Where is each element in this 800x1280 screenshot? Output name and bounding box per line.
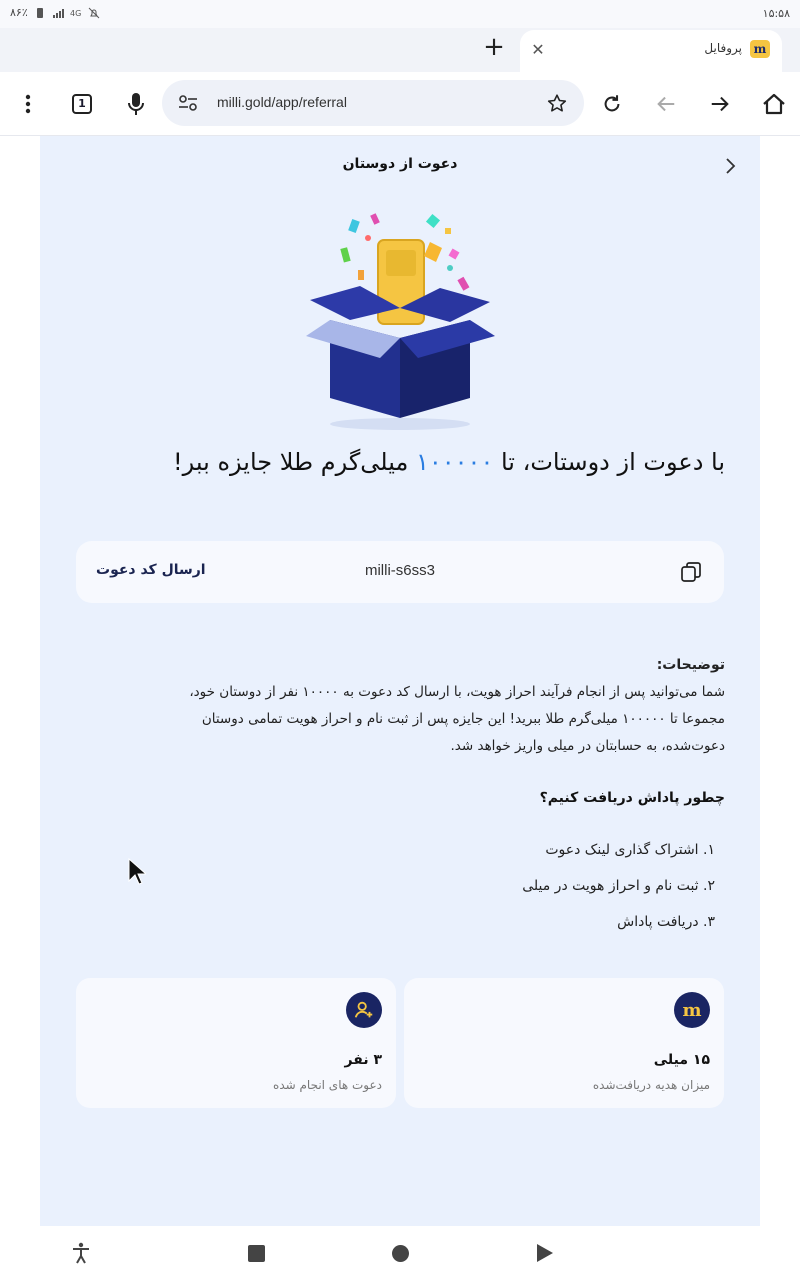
invite-code-card — [76, 541, 724, 603]
close-tab-icon[interactable]: ✕ — [531, 40, 545, 59]
status-time: ۱۵:۵۸ — [762, 7, 790, 20]
menu-icon[interactable] — [12, 88, 44, 120]
referral-page — [40, 136, 760, 1226]
invites-count-value: ۳ نفر — [344, 1052, 382, 1068]
system-nav-bar — [0, 1226, 800, 1280]
headline-suffix: میلی‌گرم طلا جایزه ببر! — [173, 448, 416, 476]
tab-profile[interactable] — [520, 30, 782, 72]
network-4g-icon — [70, 7, 82, 19]
how-to-reward-title: چطور پاداش دریافت کنیم؟ — [539, 790, 725, 806]
description-title: توضیحات: — [656, 657, 725, 673]
battery-level: ۸۶٪ — [10, 6, 28, 19]
address-bar[interactable] — [162, 80, 584, 126]
notifications-off-icon — [88, 7, 100, 19]
status-bar — [0, 0, 800, 28]
received-reward-value: ۱۵ میلی — [653, 1052, 710, 1068]
recents-icon[interactable] — [245, 1242, 267, 1264]
received-reward-card — [404, 978, 724, 1108]
send-invite-code-button[interactable]: ارسال کد دعوت — [96, 562, 206, 578]
received-reward-label: میزان هدیه دریافت‌شده — [592, 1078, 710, 1092]
back-nav-icon[interactable] — [534, 1242, 556, 1264]
tab-title: پروفایل — [704, 41, 742, 55]
tab-strip — [0, 28, 800, 72]
description-line-3: دعوت‌شده، به حسابتان در میلی واریز خواهد شد. — [450, 738, 725, 754]
bookmark-star-icon[interactable] — [546, 93, 568, 114]
url-text: milli.gold/app/referral — [217, 94, 347, 110]
description-line-2: مجموعا تا ۱۰۰۰۰۰ میلی‌گرم طلا ببرید! این جایزه پس از ثبت نام و احراز هویت تمامی دوستان — [201, 711, 725, 727]
step-item: ۲. ثبت نام و احراز هویت در میلی — [522, 878, 715, 894]
prize-amount: ۱۰۰۰۰۰ — [415, 448, 494, 476]
microphone-icon[interactable] — [120, 88, 152, 120]
reload-icon[interactable] — [596, 88, 628, 120]
step-item: ۳. دریافت پاداش — [617, 914, 715, 930]
favicon-icon: m — [750, 40, 770, 58]
chevron-right-icon[interactable] — [720, 156, 740, 176]
milli-logo-icon: m — [674, 992, 710, 1028]
invites-count-label: دعوت های انجام شده — [273, 1078, 382, 1092]
description-section — [95, 652, 725, 760]
signal-icon — [52, 7, 64, 19]
step-item: ۱. اشتراک گذاری لینک دعوت — [545, 842, 715, 858]
home-icon[interactable] — [758, 88, 790, 120]
headline-prefix: با دعوت از دوستات، تا — [493, 448, 725, 476]
forward-arrow-icon[interactable] — [704, 88, 736, 120]
add-user-icon — [346, 992, 382, 1028]
copy-icon[interactable] — [679, 560, 703, 584]
invite-code: milli-s6ss3 — [364, 562, 435, 579]
tab-switcher-button[interactable] — [66, 88, 98, 120]
battery-icon — [34, 7, 46, 19]
status-icons — [10, 6, 100, 19]
description-line-1: شما می‌توانید پس از انجام فرآیند احراز هویت، با ارسال کد دعوت به ۱۰۰۰۰ نفر از دوستان خود، — [189, 684, 725, 700]
invites-count-card — [76, 978, 396, 1108]
home-nav-icon[interactable] — [389, 1242, 411, 1264]
steps-list — [95, 834, 715, 942]
back-arrow-icon[interactable] — [650, 88, 682, 120]
svg-text:4G: 4G — [69, 8, 82, 18]
gift-box-illustration — [300, 208, 500, 433]
headline — [80, 448, 725, 476]
new-tab-button[interactable]: + — [483, 32, 505, 62]
site-settings-icon[interactable] — [178, 94, 198, 112]
accessibility-icon[interactable] — [70, 1242, 92, 1264]
browser-toolbar — [0, 72, 800, 136]
page-title: دعوت از دوستان — [342, 156, 458, 172]
mouse-cursor-icon — [128, 858, 146, 886]
tabs-count: 1 — [72, 94, 92, 114]
